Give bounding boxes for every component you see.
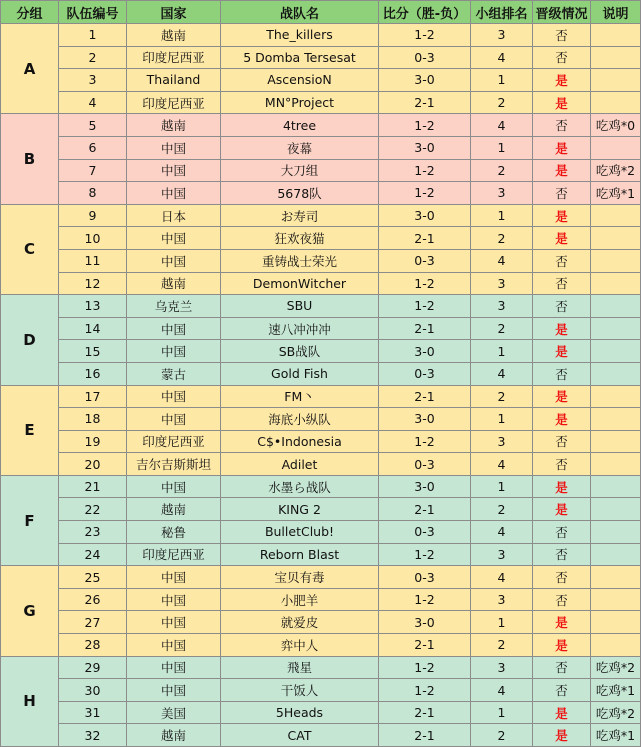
advancement-cell: 是 (533, 498, 591, 521)
table-row (1, 114, 641, 137)
advancement-cell: 否 (533, 453, 591, 476)
team-name-cell: Reborn Blast (221, 543, 379, 566)
rank-cell: 4 (471, 453, 533, 476)
score-cell: 1-2 (379, 114, 471, 137)
note-cell (591, 46, 641, 69)
note-cell: 吃鸡*1 (591, 679, 641, 702)
score-cell: 0-3 (379, 46, 471, 69)
country-cell: 印度尼西亚 (127, 543, 221, 566)
score-cell: 0-3 (379, 521, 471, 544)
rank-cell: 1 (471, 475, 533, 498)
country-cell: 蒙古 (127, 362, 221, 385)
team-id-cell: 18 (59, 408, 127, 431)
team-id-cell: 10 (59, 227, 127, 250)
note-cell (591, 588, 641, 611)
team-id-cell: 26 (59, 588, 127, 611)
country-cell: 日本 (127, 204, 221, 227)
note-cell (591, 317, 641, 340)
country-cell: 中国 (127, 408, 221, 431)
advancement-cell: 否 (533, 588, 591, 611)
rank-cell: 3 (471, 543, 533, 566)
score-cell: 0-3 (379, 453, 471, 476)
note-cell: 吃鸡*0 (591, 114, 641, 137)
rank-cell: 4 (471, 249, 533, 272)
score-cell: 3-0 (379, 611, 471, 634)
score-cell: 1-2 (379, 588, 471, 611)
team-id-cell: 32 (59, 724, 127, 747)
note-cell (591, 521, 641, 544)
note-cell (591, 227, 641, 250)
table-row (1, 182, 641, 205)
advancement-cell: 否 (533, 295, 591, 318)
score-cell: 3-0 (379, 475, 471, 498)
table-row (1, 362, 641, 385)
rank-cell: 3 (471, 295, 533, 318)
table-row (1, 453, 641, 476)
country-cell: 印度尼西亚 (127, 91, 221, 114)
country-cell: 吉尔吉斯斯坦 (127, 453, 221, 476)
country-cell: 越南 (127, 498, 221, 521)
note-cell (591, 453, 641, 476)
rank-cell: 1 (471, 611, 533, 634)
table-row (1, 317, 641, 340)
note-cell (591, 634, 641, 657)
country-cell: 越南 (127, 114, 221, 137)
table-row (1, 701, 641, 724)
table-row (1, 159, 641, 182)
note-cell: 吃鸡*2 (591, 701, 641, 724)
header-row (1, 1, 641, 24)
table-row (1, 91, 641, 114)
team-name-cell: BulletClub! (221, 521, 379, 544)
team-id-cell: 29 (59, 656, 127, 679)
advancement-cell: 是 (533, 69, 591, 92)
team-name-cell: 5Heads (221, 701, 379, 724)
rank-cell: 2 (471, 317, 533, 340)
header-group: 分组 (1, 1, 59, 24)
rank-cell: 2 (471, 159, 533, 182)
table-row (1, 566, 641, 589)
group-label-cell: B (1, 114, 59, 204)
team-name-cell: 狂欢夜猫 (221, 227, 379, 250)
team-id-cell: 31 (59, 701, 127, 724)
rank-cell: 3 (471, 430, 533, 453)
note-cell (591, 430, 641, 453)
team-id-cell: 20 (59, 453, 127, 476)
rank-cell: 3 (471, 182, 533, 205)
header-note: 说明 (591, 1, 641, 24)
advancement-cell: 是 (533, 724, 591, 747)
score-cell: 3-0 (379, 69, 471, 92)
team-name-cell: 速八冲冲冲 (221, 317, 379, 340)
header-score: 比分（胜-负） (379, 1, 471, 24)
table-row (1, 69, 641, 92)
header-team-id: 队伍编号 (59, 1, 127, 24)
score-cell: 1-2 (379, 543, 471, 566)
rank-cell: 4 (471, 679, 533, 702)
note-cell (591, 566, 641, 589)
advancement-cell: 是 (533, 227, 591, 250)
score-cell: 2-1 (379, 724, 471, 747)
rank-cell: 4 (471, 46, 533, 69)
table-row (1, 204, 641, 227)
country-cell: 中国 (127, 159, 221, 182)
score-cell: 1-2 (379, 295, 471, 318)
table-row (1, 408, 641, 431)
note-cell (591, 543, 641, 566)
team-name-cell: MN°Project (221, 91, 379, 114)
advancement-cell: 否 (533, 679, 591, 702)
score-cell: 1-2 (379, 272, 471, 295)
table-row (1, 249, 641, 272)
table-header (1, 1, 641, 24)
note-cell (591, 295, 641, 318)
team-name-cell: C$•Indonesia (221, 430, 379, 453)
note-cell (591, 408, 641, 431)
rank-cell: 1 (471, 408, 533, 431)
group-label-cell: H (1, 656, 59, 746)
team-name-cell: CAT (221, 724, 379, 747)
note-cell (591, 475, 641, 498)
team-id-cell: 28 (59, 634, 127, 657)
note-cell (591, 498, 641, 521)
country-cell: 中国 (127, 227, 221, 250)
team-id-cell: 5 (59, 114, 127, 137)
team-id-cell: 27 (59, 611, 127, 634)
advancement-cell: 是 (533, 340, 591, 363)
team-name-cell: 海底小纵队 (221, 408, 379, 431)
score-cell: 2-1 (379, 385, 471, 408)
advancement-cell: 否 (533, 521, 591, 544)
team-name-cell: 小肥羊 (221, 588, 379, 611)
country-cell: 越南 (127, 272, 221, 295)
advancement-cell: 否 (533, 272, 591, 295)
rank-cell: 3 (471, 24, 533, 47)
score-cell: 2-1 (379, 498, 471, 521)
group-label-cell: E (1, 385, 59, 475)
team-id-cell: 16 (59, 362, 127, 385)
team-id-cell: 4 (59, 91, 127, 114)
team-name-cell: FM丶 (221, 385, 379, 408)
score-cell: 0-3 (379, 249, 471, 272)
rank-cell: 1 (471, 701, 533, 724)
rank-cell: 4 (471, 521, 533, 544)
advancement-cell: 是 (533, 611, 591, 634)
rank-cell: 1 (471, 204, 533, 227)
advancement-cell: 否 (533, 182, 591, 205)
team-id-cell: 30 (59, 679, 127, 702)
team-name-cell: 重铸战士荣光 (221, 249, 379, 272)
team-id-cell: 23 (59, 521, 127, 544)
note-cell (591, 611, 641, 634)
table-row (1, 543, 641, 566)
advancement-cell: 是 (533, 317, 591, 340)
advancement-cell: 否 (533, 46, 591, 69)
table-row (1, 136, 641, 159)
note-cell: 吃鸡*2 (591, 656, 641, 679)
team-name-cell: DemonWitcher (221, 272, 379, 295)
note-cell: 吃鸡*1 (591, 182, 641, 205)
country-cell: 中国 (127, 566, 221, 589)
note-cell (591, 69, 641, 92)
note-cell (591, 24, 641, 47)
rank-cell: 2 (471, 227, 533, 250)
table-body (1, 24, 641, 747)
team-name-cell: Adilet (221, 453, 379, 476)
header-rank: 小组排名 (471, 1, 533, 24)
country-cell: 中国 (127, 656, 221, 679)
score-cell: 0-3 (379, 566, 471, 589)
rank-cell: 2 (471, 91, 533, 114)
table-row (1, 679, 641, 702)
team-name-cell: 5 Domba Tersesat (221, 46, 379, 69)
table-row (1, 295, 641, 318)
note-cell (591, 272, 641, 295)
rank-cell: 3 (471, 588, 533, 611)
team-id-cell: 2 (59, 46, 127, 69)
team-id-cell: 13 (59, 295, 127, 318)
team-name-cell: KING 2 (221, 498, 379, 521)
advancement-cell: 否 (533, 24, 591, 47)
country-cell: 印度尼西亚 (127, 430, 221, 453)
rank-cell: 1 (471, 136, 533, 159)
table-row (1, 340, 641, 363)
note-cell: 吃鸡*1 (591, 724, 641, 747)
group-label-cell: A (1, 24, 59, 114)
rank-cell: 4 (471, 114, 533, 137)
score-cell: 2-1 (379, 317, 471, 340)
note-cell (591, 136, 641, 159)
group-label-cell: G (1, 566, 59, 656)
team-id-cell: 6 (59, 136, 127, 159)
table-row (1, 634, 641, 657)
advancement-cell: 否 (533, 566, 591, 589)
note-cell (591, 340, 641, 363)
team-id-cell: 15 (59, 340, 127, 363)
team-id-cell: 1 (59, 24, 127, 47)
rank-cell: 2 (471, 385, 533, 408)
advancement-cell: 是 (533, 136, 591, 159)
score-cell: 1-2 (379, 430, 471, 453)
advancement-cell: 否 (533, 656, 591, 679)
note-cell (591, 385, 641, 408)
advancement-cell: 是 (533, 385, 591, 408)
table-row (1, 227, 641, 250)
score-cell: 2-1 (379, 91, 471, 114)
rank-cell: 1 (471, 69, 533, 92)
country-cell: 美国 (127, 701, 221, 724)
header-advancement: 晋级情况 (533, 1, 591, 24)
table-row (1, 475, 641, 498)
group-label-cell: F (1, 475, 59, 565)
header-team-name: 战队名 (221, 1, 379, 24)
country-cell: 中国 (127, 136, 221, 159)
score-cell: 3-0 (379, 340, 471, 363)
score-cell: 1-2 (379, 182, 471, 205)
note-cell (591, 91, 641, 114)
group-label-cell: D (1, 295, 59, 385)
note-cell (591, 249, 641, 272)
team-name-cell: 夜幕 (221, 136, 379, 159)
team-id-cell: 8 (59, 182, 127, 205)
advancement-cell: 否 (533, 543, 591, 566)
table-row (1, 498, 641, 521)
advancement-cell: 否 (533, 430, 591, 453)
note-cell: 吃鸡*2 (591, 159, 641, 182)
score-cell: 0-3 (379, 362, 471, 385)
country-cell: 越南 (127, 24, 221, 47)
advancement-cell: 否 (533, 249, 591, 272)
team-name-cell: Gold Fish (221, 362, 379, 385)
rank-cell: 2 (471, 634, 533, 657)
score-cell: 3-0 (379, 408, 471, 431)
advancement-cell: 是 (533, 408, 591, 431)
team-id-cell: 24 (59, 543, 127, 566)
country-cell: 中国 (127, 588, 221, 611)
team-id-cell: 19 (59, 430, 127, 453)
score-cell: 1-2 (379, 656, 471, 679)
country-cell: Thailand (127, 69, 221, 92)
header-country: 国家 (127, 1, 221, 24)
team-name-cell: 5678队 (221, 182, 379, 205)
note-cell (591, 362, 641, 385)
team-name-cell: The_killers (221, 24, 379, 47)
score-cell: 2-1 (379, 634, 471, 657)
group-label-cell: C (1, 204, 59, 294)
country-cell: 中国 (127, 475, 221, 498)
team-name-cell: お寿司 (221, 204, 379, 227)
table-row (1, 656, 641, 679)
score-cell: 2-1 (379, 701, 471, 724)
table-row (1, 46, 641, 69)
country-cell: 中国 (127, 634, 221, 657)
team-name-cell: 飛星 (221, 656, 379, 679)
advancement-cell: 是 (533, 91, 591, 114)
advancement-cell: 是 (533, 204, 591, 227)
team-id-cell: 17 (59, 385, 127, 408)
team-id-cell: 9 (59, 204, 127, 227)
table-row (1, 385, 641, 408)
team-name-cell: 水墨ら战队 (221, 475, 379, 498)
score-cell: 3-0 (379, 204, 471, 227)
country-cell: 中国 (127, 611, 221, 634)
team-name-cell: AscensioN (221, 69, 379, 92)
team-name-cell: 弈中人 (221, 634, 379, 657)
team-id-cell: 11 (59, 249, 127, 272)
rank-cell: 3 (471, 656, 533, 679)
rank-cell: 1 (471, 340, 533, 363)
country-cell: 中国 (127, 340, 221, 363)
rank-cell: 4 (471, 362, 533, 385)
table-row (1, 521, 641, 544)
table-row (1, 724, 641, 747)
table-row (1, 24, 641, 47)
country-cell: 乌克兰 (127, 295, 221, 318)
score-cell: 1-2 (379, 159, 471, 182)
country-cell: 越南 (127, 724, 221, 747)
rank-cell: 4 (471, 566, 533, 589)
team-id-cell: 21 (59, 475, 127, 498)
score-cell: 2-1 (379, 227, 471, 250)
country-cell: 中国 (127, 679, 221, 702)
team-id-cell: 12 (59, 272, 127, 295)
table-row (1, 272, 641, 295)
advancement-cell: 是 (533, 159, 591, 182)
score-cell: 1-2 (379, 679, 471, 702)
advancement-cell: 否 (533, 362, 591, 385)
team-name-cell: SB战队 (221, 340, 379, 363)
country-cell: 秘鲁 (127, 521, 221, 544)
advancement-cell: 是 (533, 634, 591, 657)
advancement-cell: 是 (533, 701, 591, 724)
country-cell: 中国 (127, 249, 221, 272)
team-id-cell: 22 (59, 498, 127, 521)
team-name-cell: 宝贝有毒 (221, 566, 379, 589)
team-id-cell: 7 (59, 159, 127, 182)
advancement-cell: 否 (533, 114, 591, 137)
team-name-cell: 大刀组 (221, 159, 379, 182)
advancement-cell: 是 (533, 475, 591, 498)
country-cell: 中国 (127, 385, 221, 408)
team-name-cell: 干饭人 (221, 679, 379, 702)
team-name-cell: 就爱皮 (221, 611, 379, 634)
team-name-cell: SBU (221, 295, 379, 318)
country-cell: 中国 (127, 317, 221, 340)
team-name-cell: 4tree (221, 114, 379, 137)
country-cell: 印度尼西亚 (127, 46, 221, 69)
table-row (1, 588, 641, 611)
score-cell: 3-0 (379, 136, 471, 159)
team-id-cell: 14 (59, 317, 127, 340)
table-row (1, 430, 641, 453)
note-cell (591, 204, 641, 227)
table-row (1, 611, 641, 634)
rank-cell: 2 (471, 498, 533, 521)
rank-cell: 2 (471, 724, 533, 747)
team-id-cell: 3 (59, 69, 127, 92)
country-cell: 中国 (127, 182, 221, 205)
rank-cell: 3 (471, 272, 533, 295)
team-id-cell: 25 (59, 566, 127, 589)
score-cell: 1-2 (379, 24, 471, 47)
